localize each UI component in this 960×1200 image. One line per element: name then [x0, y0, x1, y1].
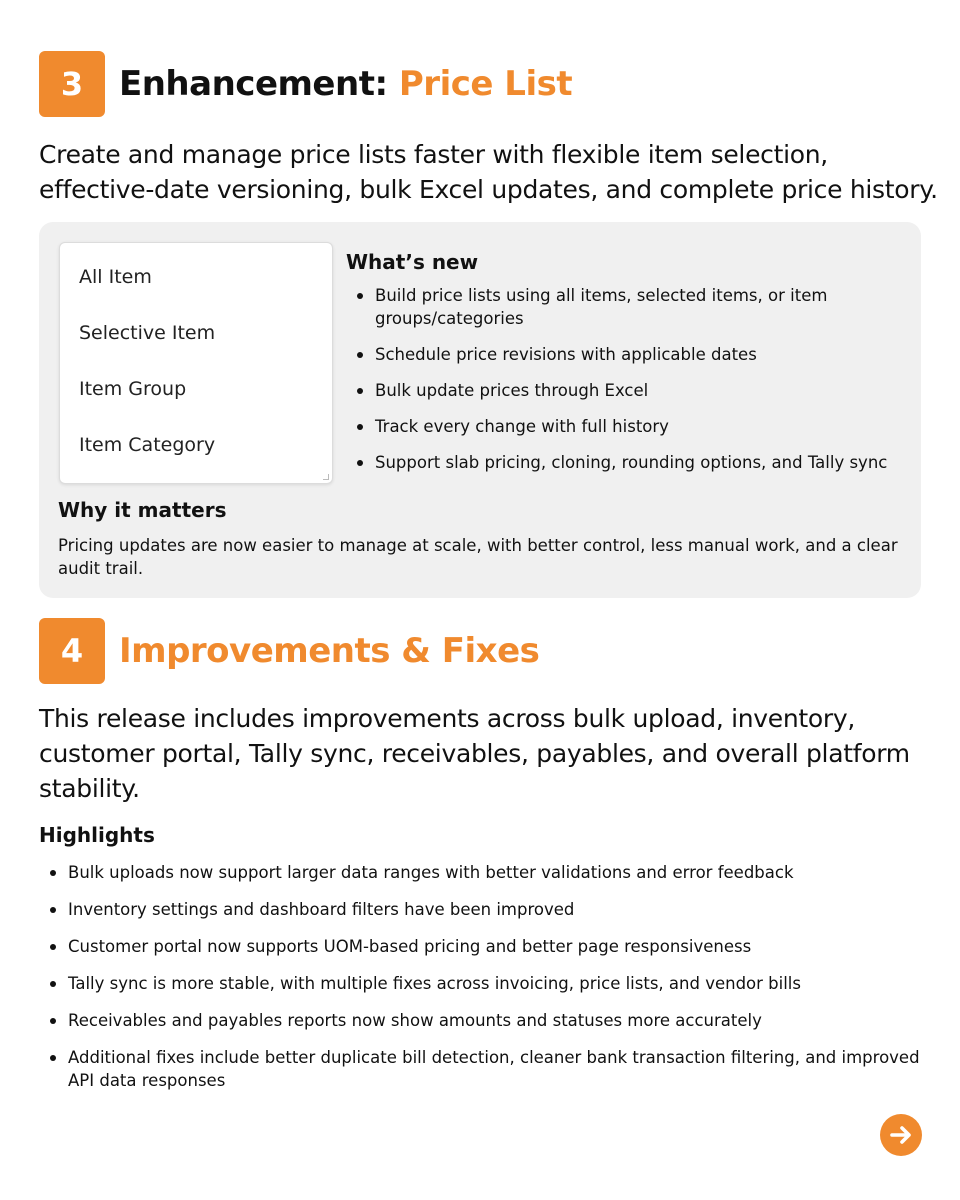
next-page-button[interactable]	[880, 1114, 922, 1156]
list-item: Tally sync is more stable, with multiple fixes across invoicing, price lists, and vendor bills	[39, 972, 929, 995]
section-intro: Create and manage price lists faster with flexible item selection, effective-date versioning, bulk Excel updates, and complete price history.	[39, 140, 938, 204]
arrow-right-icon	[888, 1122, 914, 1148]
section-title: Improvements & Fixes	[119, 631, 540, 671]
section-4-header	[39, 618, 539, 684]
option-selective-item[interactable]: Selective Item	[79, 322, 216, 344]
section-3-header	[39, 51, 572, 117]
list-item: Bulk update prices through Excel	[346, 379, 906, 402]
list-item: Customer portal now supports UOM-based pricing and better page responsiveness	[39, 935, 929, 958]
option-item-group[interactable]: Item Group	[79, 378, 187, 400]
why-it-matters-block	[58, 498, 908, 580]
highlights-list	[39, 861, 929, 1092]
whats-new-title: What’s new	[346, 250, 479, 274]
section-title-accent: Price List	[398, 64, 573, 104]
list-item: Receivables and payables reports now show amounts and statuses more accurately	[39, 1009, 929, 1032]
highlights-title: Highlights	[39, 823, 155, 847]
highlights-block	[39, 823, 929, 1106]
list-item: Schedule price revisions with applicable dates	[346, 343, 906, 366]
list-item: Build price lists using all items, selected items, or item groups/categories	[346, 284, 906, 330]
whats-new-list	[346, 284, 906, 474]
resize-grip-icon	[323, 474, 329, 480]
item-selection-options	[59, 242, 333, 484]
section-number-badge: 3	[39, 51, 105, 117]
list-item: Additional fixes include better duplicate bill detection, cleaner bank transaction filtering, and improved API data responses	[39, 1046, 929, 1092]
list-item: Support slab pricing, cloning, rounding options, and Tally sync	[346, 451, 906, 474]
section-number-badge: 4	[39, 618, 105, 684]
list-item: Inventory settings and dashboard filters have been improved	[39, 898, 929, 921]
section-intro: This release includes improvements across bulk upload, inventory, customer portal, Tally sync, receivables, payables, and overall platform stability.	[39, 704, 910, 803]
option-all-item[interactable]: All Item	[79, 266, 152, 288]
section-title	[119, 64, 572, 104]
section-title-prefix: Enhancement:	[119, 64, 399, 104]
why-it-matters-title: Why it matters	[58, 498, 227, 522]
why-it-matters-text: Pricing updates are now easier to manage at scale, with better control, less manual work, and a clear audit trail.	[58, 536, 898, 578]
whats-new-block	[346, 250, 906, 487]
feature-panel	[39, 222, 921, 598]
list-item: Bulk uploads now support larger data ranges with better validations and error feedback	[39, 861, 929, 884]
list-item: Track every change with full history	[346, 415, 906, 438]
option-item-category[interactable]: Item Category	[79, 434, 216, 456]
